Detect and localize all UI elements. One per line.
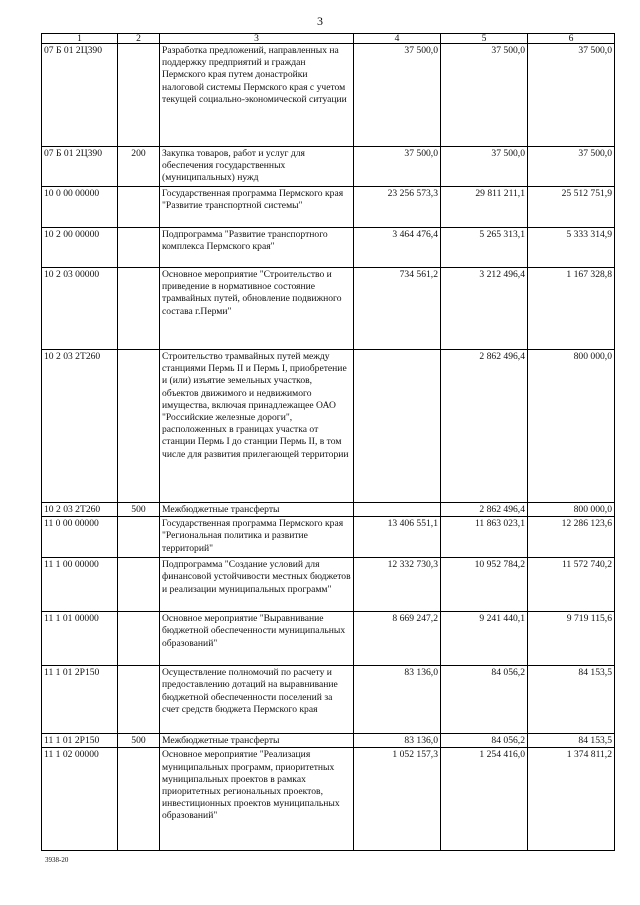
amount-2022-cell: 84 056,2 bbox=[441, 734, 528, 748]
amount-2022-cell: 2 862 496,4 bbox=[441, 503, 528, 517]
amount-2022-cell: 2 862 496,4 bbox=[441, 350, 528, 503]
column-header: 1 bbox=[42, 34, 118, 44]
amount-2021-cell: 37 500,0 bbox=[354, 147, 441, 187]
amount-2023-cell: 11 572 740,2 bbox=[528, 558, 615, 612]
item-name-cell: Разработка предложений, направленных на поддержку предприятий и граждан Пермского края путем донастройки налоговой системы Пермского края с учетом текущей социально-экономической ситуации bbox=[160, 44, 354, 147]
table-row bbox=[42, 147, 615, 187]
expense-type-cell: 500 bbox=[118, 503, 160, 517]
table-row bbox=[42, 734, 615, 748]
item-name-cell: Закупка товаров, работ и услуг для обеспечения государственных (муниципальных) нужд bbox=[160, 147, 354, 187]
target-code-cell: 10 2 00 00000 bbox=[42, 228, 118, 268]
table-row bbox=[42, 748, 615, 851]
item-name-cell: Межбюджетные трансферты bbox=[160, 734, 354, 748]
amount-2023-cell: 84 153,5 bbox=[528, 734, 615, 748]
amount-2023-cell: 37 500,0 bbox=[528, 147, 615, 187]
expense-type-cell bbox=[118, 187, 160, 228]
amount-2023-cell: 5 333 314,9 bbox=[528, 228, 615, 268]
amount-2022-cell: 11 863 023,1 bbox=[441, 517, 528, 558]
target-code-cell: 11 1 00 00000 bbox=[42, 558, 118, 612]
amount-2023-cell: 1 167 328,8 bbox=[528, 268, 615, 350]
expense-type-cell bbox=[118, 268, 160, 350]
budget-table bbox=[41, 33, 615, 851]
amount-2021-cell bbox=[354, 350, 441, 503]
item-name-cell: Основное мероприятие "Реализация муниципальных программ, приоритетных муниципальных проектов в рамках приоритетных региональных проектов, инвестиционных проектов муниципальных образований" bbox=[160, 748, 354, 851]
amount-2021-cell bbox=[354, 503, 441, 517]
amount-2022-cell: 37 500,0 bbox=[441, 44, 528, 147]
amount-2022-cell: 5 265 313,1 bbox=[441, 228, 528, 268]
item-name-cell: Государственная программа Пермского края "Региональная политика и развитие территорий" bbox=[160, 517, 354, 558]
item-name-cell: Межбюджетные трансферты bbox=[160, 503, 354, 517]
item-name-cell: Строительство трамвайных путей между станциями Пермь II и Пермь I, приобретение и (или) изъятие земельных участков, объектов движимого и недвижимого имущества, включая принадлежащее ОАО "Российские железные дороги", расположенных в границах участка от станции Пермь I до станции Пермь II, в том числе для развития прилегающей территории bbox=[160, 350, 354, 503]
table-row bbox=[42, 350, 615, 503]
amount-2021-cell: 734 561,2 bbox=[354, 268, 441, 350]
amount-2021-cell: 23 256 573,3 bbox=[354, 187, 441, 228]
item-name-cell: Подпрограмма "Развитие транспортного комплекса Пермского края" bbox=[160, 228, 354, 268]
target-code-cell: 11 1 02 00000 bbox=[42, 748, 118, 851]
target-code-cell: 10 2 03 2Т260 bbox=[42, 350, 118, 503]
column-header: 5 bbox=[441, 34, 528, 44]
amount-2022-cell: 3 212 496,4 bbox=[441, 268, 528, 350]
amount-2021-cell: 1 052 157,3 bbox=[354, 748, 441, 851]
amount-2022-cell: 84 056,2 bbox=[441, 666, 528, 734]
table-row bbox=[42, 228, 615, 268]
item-name-cell: Основное мероприятие "Выравнивание бюджетной обеспеченности муниципальных образований" bbox=[160, 612, 354, 666]
item-name-cell: Осуществление полномочий по расчету и предоставлению дотаций на выравнивание бюджетной обеспеченности поселений за счет средств бюджета Пермского края bbox=[160, 666, 354, 734]
amount-2021-cell: 3 464 476,4 bbox=[354, 228, 441, 268]
amount-2021-cell: 12 332 730,3 bbox=[354, 558, 441, 612]
amount-2023-cell: 25 512 751,9 bbox=[528, 187, 615, 228]
expense-type-cell bbox=[118, 612, 160, 666]
target-code-cell: 10 2 03 2Т260 bbox=[42, 503, 118, 517]
target-code-cell: 11 1 01 2Р150 bbox=[42, 734, 118, 748]
amount-2023-cell: 12 286 123,6 bbox=[528, 517, 615, 558]
expense-type-cell bbox=[118, 517, 160, 558]
target-code-cell: 10 0 00 00000 bbox=[42, 187, 118, 228]
amount-2022-cell: 10 952 784,2 bbox=[441, 558, 528, 612]
amount-2023-cell: 37 500,0 bbox=[528, 44, 615, 147]
amount-2022-cell: 37 500,0 bbox=[441, 147, 528, 187]
item-name-cell: Подпрограмма "Создание условий для финансовой устойчивости местных бюджетов и реализации муниципальных программ" bbox=[160, 558, 354, 612]
amount-2022-cell: 9 241 440,1 bbox=[441, 612, 528, 666]
table-row bbox=[42, 44, 615, 147]
amount-2023-cell: 9 719 115,6 bbox=[528, 612, 615, 666]
table-row bbox=[42, 612, 615, 666]
amount-2022-cell: 29 811 211,1 bbox=[441, 187, 528, 228]
table-row bbox=[42, 558, 615, 612]
item-name-cell: Государственная программа Пермского края "Развитие транспортной системы" bbox=[160, 187, 354, 228]
table-row bbox=[42, 268, 615, 350]
amount-2021-cell: 13 406 551,1 bbox=[354, 517, 441, 558]
expense-type-cell bbox=[118, 666, 160, 734]
expense-type-cell: 200 bbox=[118, 147, 160, 187]
expense-type-cell bbox=[118, 748, 160, 851]
table-row bbox=[42, 503, 615, 517]
expense-type-cell: 500 bbox=[118, 734, 160, 748]
target-code-cell: 10 2 03 00000 bbox=[42, 268, 118, 350]
column-header: 2 bbox=[118, 34, 160, 44]
table-row bbox=[42, 666, 615, 734]
table-header-row bbox=[42, 34, 615, 44]
amount-2021-cell: 83 136,0 bbox=[354, 734, 441, 748]
amount-2023-cell: 84 153,5 bbox=[528, 666, 615, 734]
page-number: 3 bbox=[317, 14, 323, 28]
table-row bbox=[42, 187, 615, 228]
document-id: 3938-20 bbox=[45, 856, 69, 864]
item-name-cell: Основное мероприятие "Строительство и приведение в нормативное состояние трамвайных путей, обновление подвижного состава г.Перми" bbox=[160, 268, 354, 350]
expense-type-cell bbox=[118, 228, 160, 268]
amount-2021-cell: 37 500,0 bbox=[354, 44, 441, 147]
column-header: 3 bbox=[160, 34, 354, 44]
column-header: 4 bbox=[354, 34, 441, 44]
amount-2021-cell: 83 136,0 bbox=[354, 666, 441, 734]
column-header: 6 bbox=[528, 34, 615, 44]
amount-2023-cell: 800 000,0 bbox=[528, 350, 615, 503]
expense-type-cell bbox=[118, 350, 160, 503]
target-code-cell: 07 Б 01 2Ц390 bbox=[42, 147, 118, 187]
target-code-cell: 11 0 00 00000 bbox=[42, 517, 118, 558]
amount-2021-cell: 8 669 247,2 bbox=[354, 612, 441, 666]
target-code-cell: 11 1 01 2Р150 bbox=[42, 666, 118, 734]
target-code-cell: 11 1 01 00000 bbox=[42, 612, 118, 666]
table-row bbox=[42, 517, 615, 558]
amount-2023-cell: 1 374 811,2 bbox=[528, 748, 615, 851]
expense-type-cell bbox=[118, 558, 160, 612]
target-code-cell: 07 Б 01 2Ц390 bbox=[42, 44, 118, 147]
expense-type-cell bbox=[118, 44, 160, 147]
amount-2023-cell: 800 000,0 bbox=[528, 503, 615, 517]
amount-2022-cell: 1 254 416,0 bbox=[441, 748, 528, 851]
